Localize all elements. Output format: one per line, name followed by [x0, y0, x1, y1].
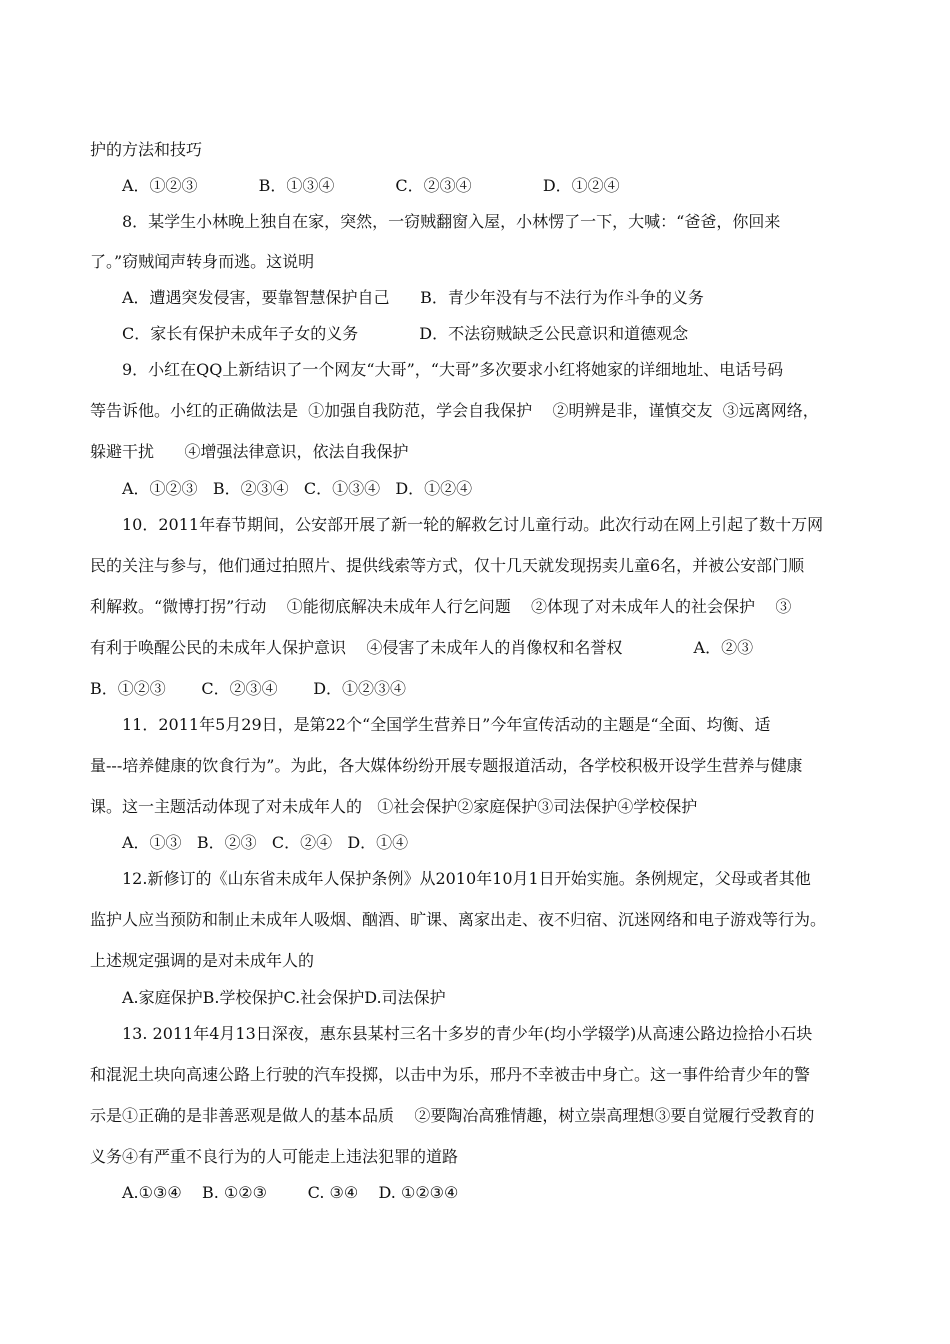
question-12: 12.新修订的《山东省未成年人保护条例》从2010年10月1日开始实施。条例规定，父母或者其他: [122, 869, 811, 888]
text-line: 躲避干扰 ④增强法律意识，依法自我保护: [90, 442, 409, 461]
answer-options: A．①②③ B．①③④ C．②③④ D．①②④: [122, 176, 620, 195]
answer-options: A.家庭保护B.学校保护C.社会保护D.司法保护: [122, 988, 446, 1007]
text-line: 有利于唤醒公民的未成年人保护意识 ④侵害了未成年人的肖像权和名誉权 A．②③: [90, 638, 754, 657]
answer-options: A．①②③ B．②③④ C．①③④ D．①②④: [122, 479, 473, 498]
text-line: 利解救。“微博打拐”行动 ①能彻底解决未成年人行乞问题 ②体现了对未成年人的社会保护 ③: [90, 597, 792, 616]
answer-options: B．①②③ C．②③④ D．①②③④: [90, 679, 407, 698]
question-10: 10．2011年春节期间，公安部开展了新一轮的解救乞讨儿童行动。此次行动在网上引起了数十万网: [122, 515, 824, 534]
text-line: 和混泥土块向高速公路上行驶的汽车投掷，以击中为乐，邢丹不幸被击中身亡。这一事件给青少年的警: [90, 1065, 811, 1084]
text-line: 示是①正确的是非善恶观是做人的基本品质 ②要陶冶高雅情趣，树立崇高理想③要自觉履行受教育的: [90, 1106, 815, 1125]
question-13: 13. 2011年4月13日深夜，惠东县某村三名十多岁的青少年(均小学辍学)从高速公路边捡拾小石块: [122, 1024, 813, 1043]
answer-options: C．家长有保护未成年子女的义务 D．不法窃贼缺乏公民意识和道德观念: [122, 324, 689, 343]
text-line: 上述规定强调的是对未成年人的: [90, 951, 315, 970]
answer-options: A.①③④ B. ①②③ C. ③④ D. ①②③④: [122, 1183, 459, 1202]
question-11: 11．2011年5月29日，是第22个“全国学生营养日”今年宣传活动的主题是“全面、均衡、适: [122, 715, 771, 734]
answer-options: A．遭遇突发侵害，要靠智慧保护自己 B．青少年没有与不法行为作斗争的义务: [122, 288, 704, 307]
question-8: 8．某学生小林晚上独自在家，突然，一窃贼翻窗入屋，小林愣了一下，大喊：“爸爸，你回来: [122, 212, 781, 231]
text-line: 了。”窃贼闻声转身而逃。这说明: [90, 252, 315, 271]
question-9: 9．小红在QQ上新结识了一个网友“大哥”，“大哥”多次要求小红将她家的详细地址、电话号码: [122, 360, 784, 379]
text-line: 监护人应当预防和制止未成年人吸烟、酗酒、旷课、离家出走、夜不归宿、沉迷网络和电子游戏等行为。: [90, 910, 827, 929]
answer-options: A．①③ B．②③ C．②④ D．①④: [122, 833, 409, 852]
text-line: 量---培养健康的饮食行为”。为此，各大媒体纷纷开展专题报道活动，各学校积极开设学生营养与健康: [90, 756, 803, 775]
text-line: 等告诉他。小红的正确做法是 ①加强自我防范，学会自我保护 ②明辨是非，谨慎交友 ③远离网络，: [90, 401, 819, 420]
text-line: 义务④有严重不良行为的人可能走上违法犯罪的道路: [90, 1147, 459, 1166]
text-line: 课。这一主题活动体现了对未成年人的 ①社会保护②家庭保护③司法保护④学校保护: [90, 797, 698, 816]
text-line: 护的方法和技巧: [90, 140, 203, 159]
text-line: 民的关注与参与，他们通过拍照片、提供线索等方式，仅十几天就发现拐卖儿童6名，并被公安部门顺: [90, 556, 805, 575]
